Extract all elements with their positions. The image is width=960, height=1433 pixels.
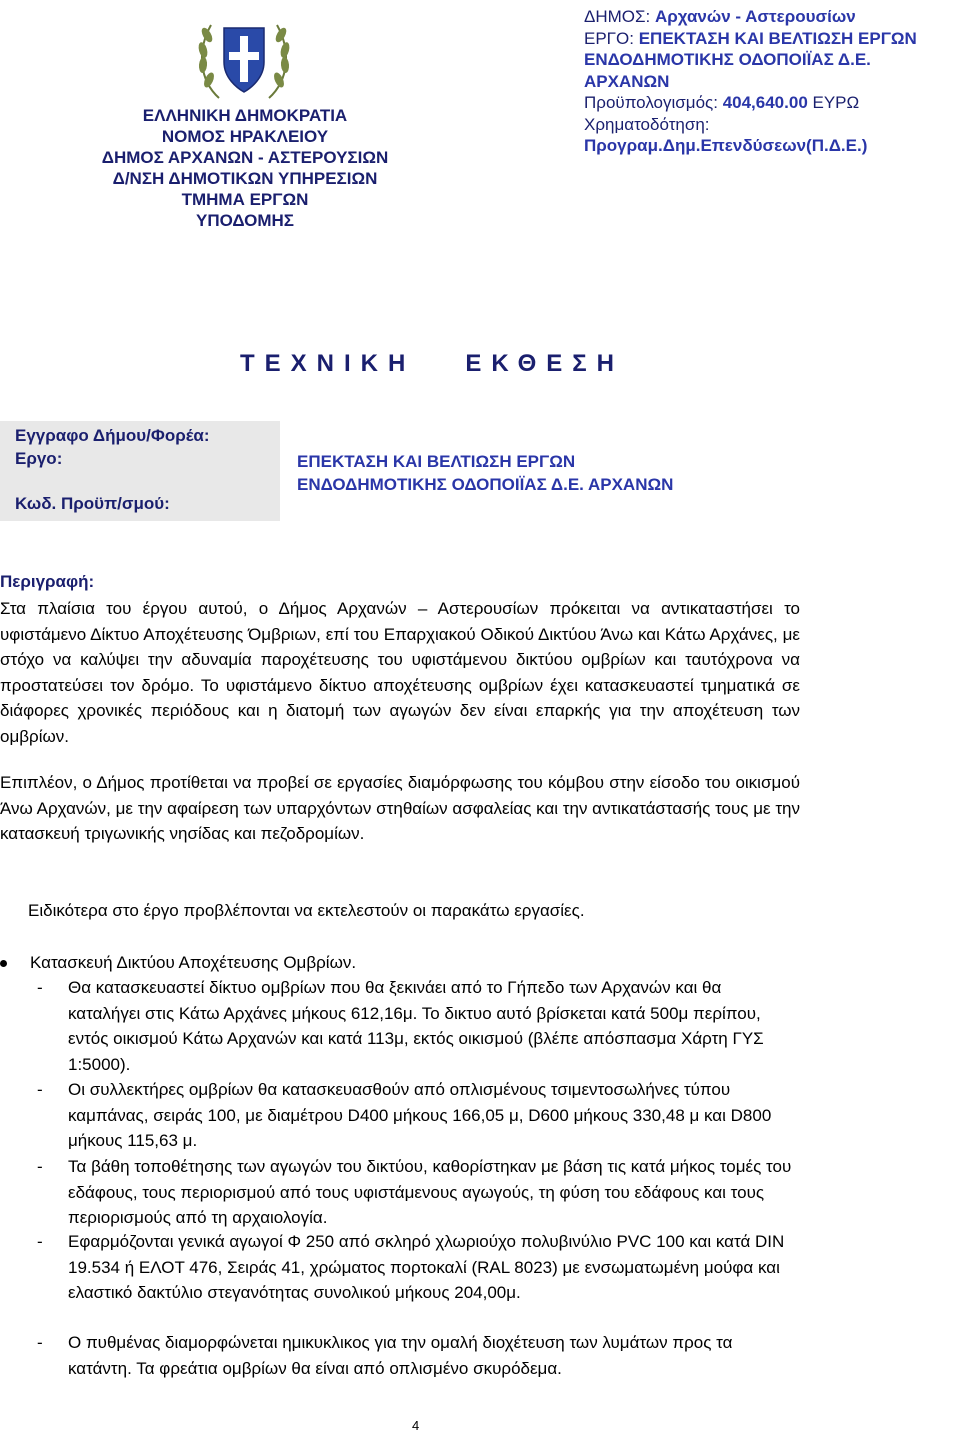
description-paragraph: Στα πλαίσια του έργου αυτού, ο Δήμος Αρχανών – Αστερουσίων πρόκειται να αντικαταστήσει το υφιστάμενο Δίκτυο Αποχέτευσης Όμβριων, επί του Επαρχιακού Οδικού Δικτύου Άνω και Κάτω Αρχάνες, με στόχο να καλύψει την αδυναμία παροχέτευσης του υφιστάμενου δικτύου ομβρίων και ταυτόχρονα να προστατεύσει τον δρόμο. Το υφιστάμενο δίκτυο αποχέτευσης ομβρίων έχει κατασκευαστεί τμηματικά σε διάφορες χρονικές περιόδους και η διατομή των αγωγών δεν είναι επαρκής για την αποχέτευση των ομβρίων.: [0, 599, 800, 746]
project-value-cont: ΑΡΧΑΝΩΝ: [584, 71, 670, 91]
dash-marker: -: [37, 1333, 43, 1352]
municipality-label: ΔΗΜΟΣ:: [584, 7, 655, 26]
dash-item-text: Εφαρμόζονται γενικά αγωγοί Φ 250 από σκληρό χλωριούχο πολυβινύλιο PVC 100 και κατά DIN 19.534 ή ΕΛΟΤ 476, Σειράς 41, χρώματος πορτοκαλί (RAL 8023) με ενσωματωμένη μούφα και ελαστικό δακτύλιο στεγανότητας συνολικού μήκους 204,00μ.: [68, 1232, 785, 1302]
bullet-dot-icon: [0, 960, 7, 967]
budget-currency: ΕΥΡΩ: [807, 93, 860, 112]
dash-marker: -: [37, 1157, 43, 1176]
project-label: ΕΡΓΟ:: [584, 28, 639, 48]
dash-marker: -: [37, 1232, 43, 1251]
authority-line: ΔΗΜΟΣ ΑΡΧΑΝΩΝ - ΑΣΤΕΡΟΥΣΙΩΝ: [101, 148, 389, 167]
funding-label: Χρηματοδότηση:: [584, 114, 710, 134]
greek-coat-of-arms-logo: [189, 10, 299, 105]
laurel-wreath-shield-icon: [189, 10, 299, 105]
project-value-cont: ΕΝΔΟΔΗΜΟΤΙΚΗΣ ΟΔΟΠΟΙΪΑΣ Δ.Ε.: [584, 50, 871, 69]
works-intro: Ειδικότερα στο έργο προβλέπονται να εκτελεστούν οι παρακάτω εργασίες.: [28, 901, 585, 920]
authority-line: ΝΟΜΟΣ ΗΡΑΚΛΕΙΟΥ: [161, 127, 329, 146]
budget-code-label: Κωδ. Προϋπ/σμού:: [15, 494, 170, 513]
dash-item-text: Ο πυθμένας διαμορφώνεται ημικυκλικος για την ομαλή διοχέτευση των λυμάτων προς τα κατάντη. Τα φρεάτια ομβρίων θα είναι από οπλισμένο σκυρόδεμα.: [68, 1333, 733, 1378]
dash-item-text: Θα κατασκευαστεί δίκτυο ομβρίων που θα ξεκινάει από το Γήπεδο των Αρχανών και θα καταλήγει στις Κάτω Αρχάνες μήκους 612,16μ. Το δικτυο αυτό βρίσκεται κατά 500μ περίπου, εντός οικισμού Κάτω Αρχανών και κατά 113μ, εκτός οικισμού (βλέπε απόσπασμα Χάρτη ΓΥΣ 1:5000).: [68, 978, 764, 1074]
authority-line: ΕΛΛΗΝΙΚΗ ΔΗΜΟΚΡΑΤΙΑ: [142, 106, 348, 125]
issuing-authority: [100, 105, 390, 231]
dash-marker: -: [37, 978, 43, 997]
bullet-text: Κατασκευή Δικτύου Αποχέτευσης Ομβρίων.: [30, 953, 357, 972]
municipality-line: [584, 6, 960, 28]
authority-line: ΥΠΟΔΟΜΗΣ: [195, 211, 294, 230]
info-values: [297, 450, 673, 496]
dash-item-text: Οι συλλεκτήρες ομβρίων θα κατασκευασθούν από οπλισμένους τσιμεντοσωλήνες τύπου καμπάνας, σειράς 100, με διαμέτρου D400 μήκους 166,05 μ, D600 μήκους 330,48 μ και D800 μήκους 115,63 μ.: [68, 1080, 772, 1150]
description-paragraph: Επιπλέον, ο Δήμος προτίθεται να προβεί σε εργασίες διαμόρφωσης του κόμβου στην είσοδο του οικισμού Άνω Αρχανών, με την αφαίρεση των υπαρχόντων στηθαίων ασφαλείας και την αντικατάστασής τους με την κατασκευή τριγωνικής νησίδας και πεζοδρομίων.: [0, 773, 800, 843]
municipality-value: Αρχανών - Αστερουσίων: [654, 7, 856, 26]
funding-value: Προγραμ.Δημ.Επενδύσεων(Π.Δ.Ε.): [584, 136, 868, 155]
dash-item-text: Τα βάθη τοποθέτησης των αγωγών του δικτύου, καθορίστηκαν με βάση τις κατά μήκος τομές του εδάφους, τους περιορισμού από τους υφιστάμενους αγωγούς, τη φύση του εδάφους και τους περιορισμούς από τη αρχαιολογία.: [68, 1157, 792, 1227]
project-line: [584, 28, 960, 50]
description-heading: Περιγραφή:: [0, 572, 95, 591]
dash-marker: -: [37, 1080, 43, 1099]
project-header: [584, 6, 960, 157]
project-field-label: Εργο:: [15, 449, 63, 468]
info-labels: [15, 424, 210, 515]
document-title: ΤΕΧΝΙΚΗ ΕΚΘΕΣΗ: [240, 350, 624, 377]
budget-value: 404,640.00: [722, 93, 808, 112]
budget-label: Προϋπολογισμός:: [584, 93, 723, 112]
budget-line: [584, 92, 960, 114]
authority-line: Δ/ΝΣΗ ΔΗΜΟΤΙΚΩΝ ΥΠΗΡΕΣΙΩΝ: [112, 169, 378, 188]
project-field-value-cont: ΕΝΔΟΔΗΜΟΤΙΚΗΣ ΟΔΟΠΟΙΪΑΣ Δ.Ε. ΑΡΧΑΝΩΝ: [297, 475, 674, 494]
authority-line: ΤΜΗΜΑ ΕΡΓΩΝ: [181, 190, 309, 209]
project-field-value: ΕΠΕΚΤΑΣΗ ΚΑΙ ΒΕΛΤΙΩΣΗ ΕΡΓΩΝ: [297, 452, 576, 471]
document-label: Εγγραφο Δήμου/Φορέα:: [15, 426, 210, 445]
project-value: ΕΠΕΚΤΑΣΗ ΚΑΙ ΒΕΛΤΙΩΣΗ ΕΡΓΩΝ: [638, 28, 917, 48]
page-number: 4: [412, 1418, 420, 1433]
